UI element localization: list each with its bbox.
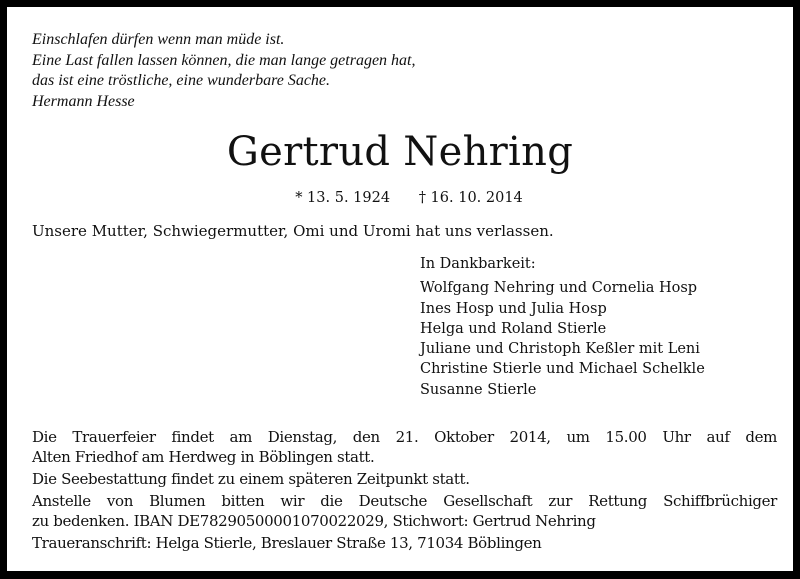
life-dates [7, 189, 793, 207]
quote-line: Einschlafen dürfen wenn man müde ist. [32, 31, 285, 48]
funeral-info-line: Die Trauerfeier findet am Dienstag, den 21. Oktober 2014, um 15.00 Uhr auf dem [32, 428, 777, 446]
mourner-name: Christine Stierle und Michael Schelkle [420, 361, 705, 378]
quote-line: das ist eine tröstliche, eine wunderbare Sache. [32, 72, 331, 89]
epigraph-quote [32, 30, 416, 112]
mourner-name: Juliane und Christoph Keßler mit Leni [420, 341, 700, 358]
donation-info-line: zu bedenken. IBAN DE78290500001070022029, Stichwort: Gertrud Nehring [32, 512, 596, 530]
mourners-label: In Dankbarkeit: [420, 256, 536, 272]
obituary-notice [7, 7, 793, 571]
birth-date: * 13. 5. 1924 [295, 190, 391, 206]
mourner-name: Wolfgang Nehring und Cornelia Hosp [420, 280, 698, 297]
mourner-name: Ines Hosp und Julia Hosp [420, 300, 607, 317]
service-info [32, 427, 777, 553]
quote-author: Hermann Hesse [32, 92, 135, 110]
quote-line: Eine Last fallen lassen können, die man lange getragen hat, [32, 51, 416, 69]
sea-burial-info: Die Seebestattung findet zu einem späteren Zeitpunkt statt. [32, 470, 470, 488]
death-date: † 16. 10. 2014 [418, 190, 523, 206]
mourner-name: Susanne Stierle [420, 381, 537, 398]
funeral-info-line: Alten Friedhof am Herdweg in Böblingen statt. [32, 448, 375, 466]
deceased-name: Gertrud Nehring [226, 129, 574, 175]
mourner-name: Helga und Roland Stierle [420, 320, 607, 337]
donation-info-line: Anstelle von Blumen bitten wir die Deutsche Gesellschaft zur Rettung Schiffbrüchiger [32, 492, 777, 510]
mourners-list [420, 254, 705, 400]
announcement: Unsere Mutter, Schwiegermutter, Omi und Uromi hat uns verlassen. [32, 222, 554, 240]
mourning-address: Traueranschrift: Helga Stierle, Breslauer Straße 13, 71034 Böblingen [32, 534, 542, 552]
